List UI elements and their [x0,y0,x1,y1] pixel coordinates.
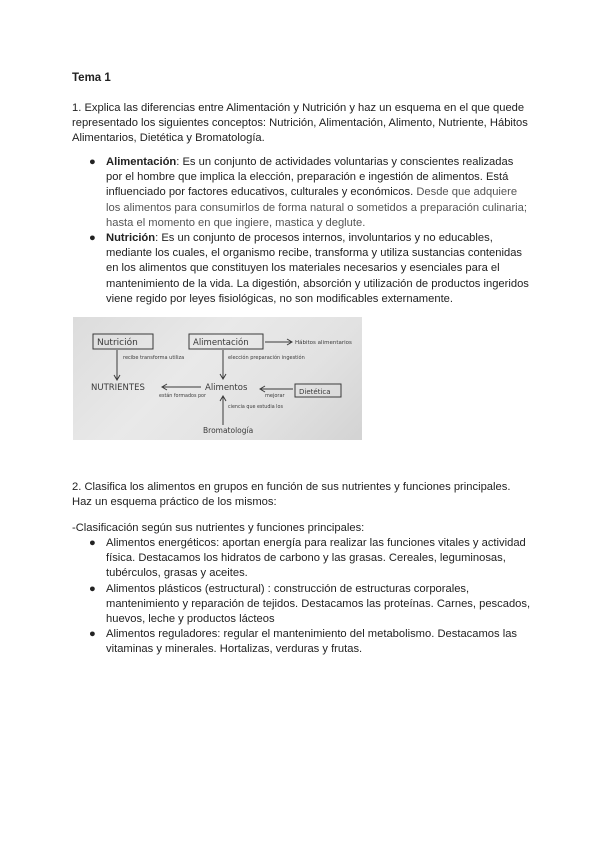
habitos-label: Hábitos alimentarios [295,340,352,346]
alimentacion-label: Alimentación [193,338,249,348]
concept-diagram-photo [73,317,362,440]
concept-diagram [73,317,362,440]
nutricion-arrow-label: recibe transforma utiliza [123,355,185,361]
group-text: Alimentos plásticos (estructural) : construcción de estructuras corporales, mantenimiento y reparación de tejidos. Destacamos las proteínas. Carnes, pescados, huevos, leche y productos lácteos [106,582,531,626]
classification-heading: -Clasificación según sus nutrientes y funciones principales: [72,522,365,534]
dietetica-label: Dietética [299,388,331,396]
question-2: 2. Clasifica los alimentos en grupos en función de sus nutrientes y funciones principales. Haz un esquema práctico de los mismos: [72,481,511,509]
nutrientes-arrow-label: están formados por [159,394,206,399]
definition-term: Alimentación [106,156,177,168]
bullet-icon: ● [89,628,96,641]
question-1: 1. Explica las diferencias entre Alimentación y Nutrición y haz un esquema en el que quede representado los siguientes conceptos: Nutrición, Alimentación, Alimento, Nutriente, Hábitos Alimentarios, Dietética y Bromatología. [72,102,528,145]
bullet-icon: ● [89,582,96,595]
definition-extra: Desde que adquiere los alimentos para consumirlos de forma natural o sometidos a preparación culinaria; hasta el momento en que ingiere, mastica y deglute. [106,186,527,229]
definition-alimentacion [72,155,532,231]
group-text: Alimentos reguladores: regular el mantenimiento del metabolismo. Destacamos las vitaminas y minerales. Hortalizas, verduras y frutas. [106,628,518,656]
alimentacion-arrow-label: elección preparación ingestión [228,355,305,361]
bromatologia-arrow-label: ciencia que estudia los [228,405,283,410]
definitions-list [72,155,532,307]
nutricion-label: Nutrición [97,338,138,348]
dietetica-arrow-label: mejorar [265,393,285,399]
group-plasticos [72,582,532,628]
bromatologia-label: Bromatología [203,426,254,435]
group-reguladores [72,627,532,657]
definition-text: : Es un conjunto de actividades voluntarias y conscientes realizadas por el hombre que implica la elección, preparación e ingestión de alimentos. Está influenciado por factores educativos, culturales y económicos. [106,156,514,199]
alimentos-label: Alimentos [205,383,248,393]
definition-text: : Es un conjunto de procesos internos, involuntarios y no educables, mediante los cuales, el organismo recibe, transforma y utiliza sustancias contenidas en los alimentos que constituyen los materiales necesarios y esenciales para el mantenimiento de la vida. La digestión, absorción y utilización de productos ingeridos viene regido por leyes fisiológicas, no son modificables externamente. [106,232,529,305]
page-title: Tema 1 [72,72,111,84]
group-text: Alimentos energéticos: aportan energía para realizar las funciones vitales y actividad física. Destacamos los hidratos de carbono y las grasas. Cereales, leguminosas, tubérculos, grasas y aceites. [106,537,526,580]
bullet-icon: ● [89,232,96,245]
bullet-icon: ● [89,156,96,168]
group-energeticos [72,536,532,582]
definition-nutricion [72,231,532,307]
bullet-icon: ● [89,537,96,549]
nutrientes-label: NUTRIENTES [91,383,145,393]
definition-term: Nutrición [106,232,156,245]
food-groups-list [72,536,532,658]
